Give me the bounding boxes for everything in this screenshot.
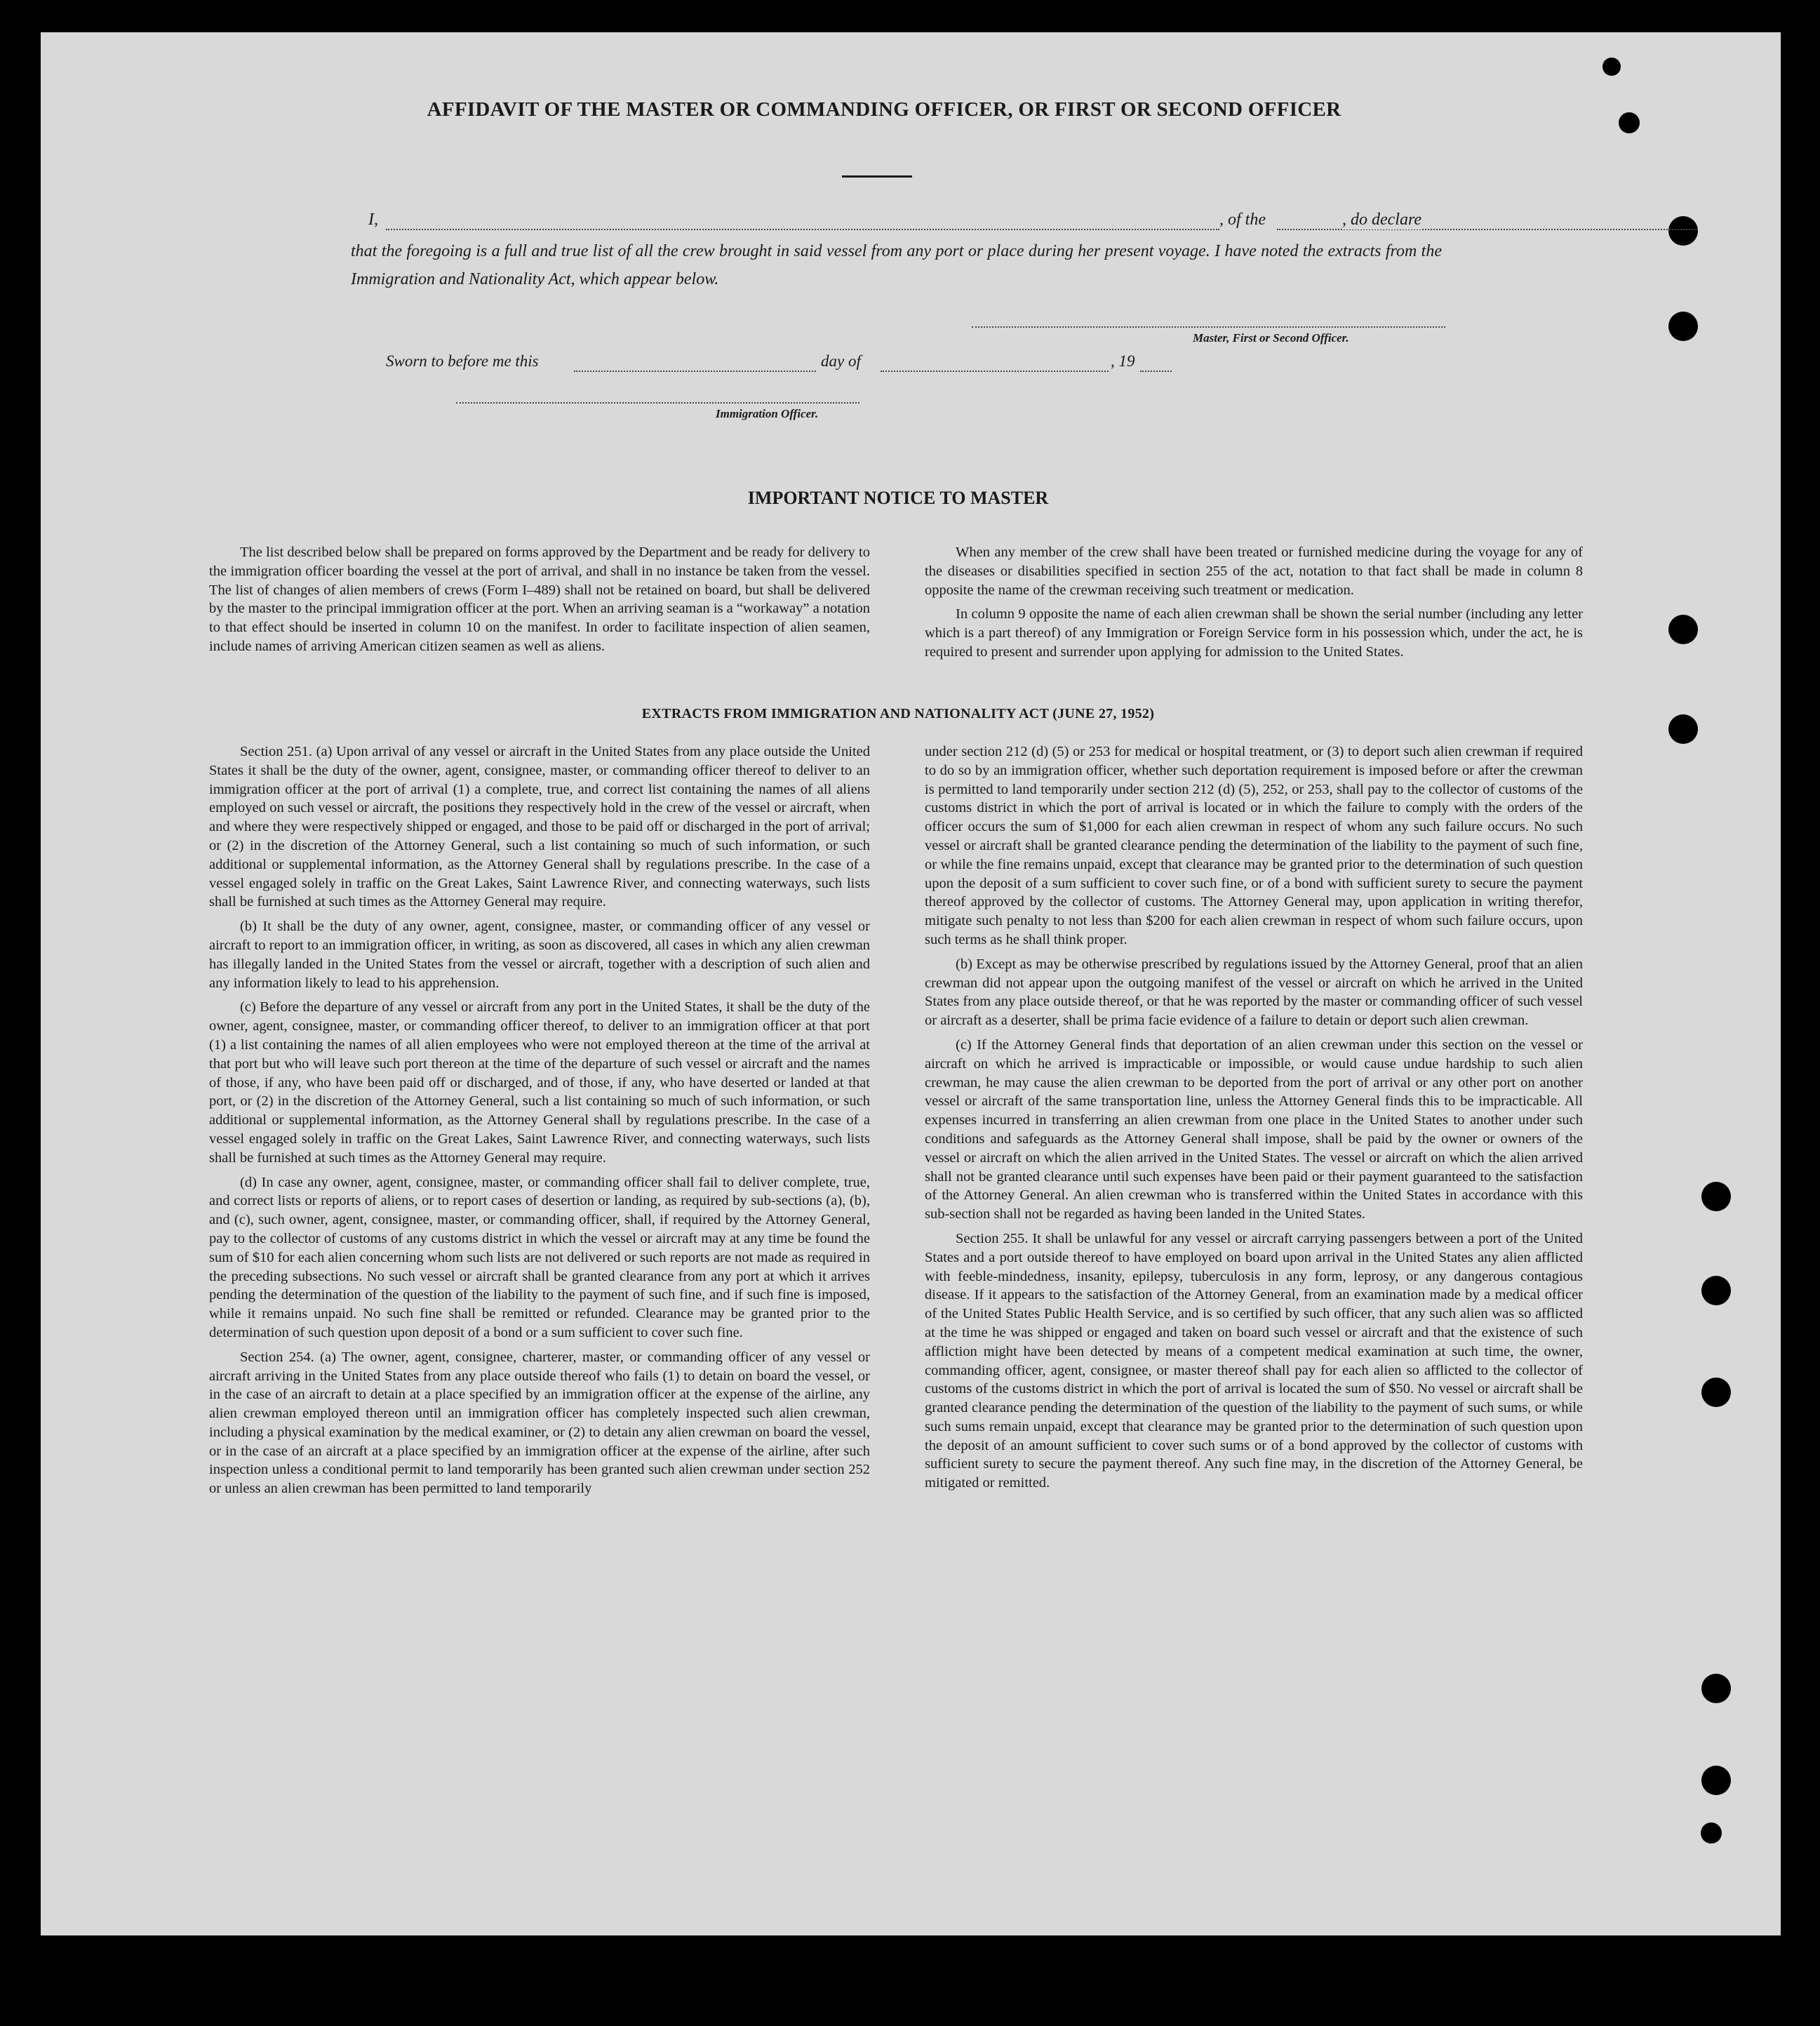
binder-hole — [1668, 615, 1698, 644]
year-field[interactable] — [1140, 354, 1172, 372]
sworn-line — [386, 352, 1228, 373]
sworn-date-field[interactable] — [574, 354, 816, 372]
name-field[interactable] — [386, 212, 1219, 230]
binder-hole — [1701, 1378, 1731, 1407]
binder-hole — [1602, 58, 1621, 76]
do-declare-label: , do declare — [1342, 211, 1422, 229]
binder-hole — [1619, 112, 1640, 133]
master-signature-field[interactable] — [972, 326, 1445, 328]
of-the-label: , of the — [1219, 211, 1266, 229]
vessel-field[interactable] — [1277, 212, 1698, 230]
notice-paragraph: The list described below shall be prepared on forms approved by the Department and be ready for delivery to the immigration officer boarding the vessel at the port of arrival, and shall in no instance be taken from the vessel. The list of changes of alien members of crews (Form I–489) shall not be retained on board, but shall be delivered by the master to the principal immigration officer at the port. When an arriving seaman is a “workaway” a notation to that effect should be inserted in column 10 on the manifest. In order to facilitate inspection of alien seamen, include names of arriving American citizen seamen as well as aliens. — [209, 545, 870, 654]
notice-paragraph: When any member of the crew shall have been treated or furnished medicine during the voyage for any of the diseases or disabilities specified in section 255 of the act, notation to that fact shall be made in column 8 opposite the name of the crewman receiving such treatment or medication. — [925, 545, 1583, 598]
binder-hole — [1701, 1674, 1731, 1703]
extract-paragraph: Section 251. (a) Upon arrival of any vessel or aircraft in the United States from any place outside the United States it shall be the duty of the owner, agent, consignee, master, or commanding officer thereof to deliver to an immigration officer at the port of arrival (1) a complete, true, and correct list containing the names of all aliens employed on such vessel or aircraft, the positions they respectively hold in the crew of the vessel or aircraft, when and where they were respectively shipped or engaged, and those to be paid off or discharged in the port of arrival; or (2) in the discretion of the Attorney General, such a list containing so much of such information, or such additional or supplemental information, as the Attorney General shall by regulations prescribe. In the case of a vessel engaged solely in traffic on the Great Lakes, Saint Lawrence River, and connecting waterways, such lists shall be furnished at such times as the Attorney General may require. — [209, 744, 870, 910]
master-signature-label: Master, First or Second Officer. — [1193, 331, 1349, 345]
title-divider — [842, 175, 912, 178]
binder-hole — [1668, 312, 1698, 341]
extract-paragraph: (b) It shall be the duty of any owner, agent, consignee, master, or commanding officer of any vessel or aircraft to report to an immigration officer, in writing, as soon as discovered, all cases in which any alien crewman has illegally landed in the United States from the vessel or aircraft, together with a description of such alien and any information likely to lead to his apprehension. — [209, 919, 870, 991]
i-label: I, — [368, 211, 378, 229]
immigration-officer-label: Immigration Officer. — [716, 407, 819, 420]
extract-paragraph: Section 254. (a) The owner, agent, consignee, charterer, master, or commanding officer of any vessel or aircraft arriving in the United States from any place outside thereof who fails (1) to detain on board the vessel, or in the case of an aircraft to detain at a place specified by an immigration officer at the expense of the airline, any alien crewman employed thereon until an immigration officer has completely inspected such alien crewman, including a physical examination by the medical examiner, or (2) to detain any alien crewman on board the vessel, or in the case of an aircraft at a place specified by an immigration officer at the expense of the airline, after such inspection unless a conditional permit to land temporarily has been granted such alien crewman under section 252 or unless an alien crewman has been permitted to land temporarily — [209, 1349, 870, 1497]
binder-hole — [1701, 1766, 1731, 1795]
binder-hole — [1701, 1276, 1731, 1305]
notice-right-column — [925, 543, 1583, 667]
extracts-left-column — [209, 742, 870, 1498]
month-field[interactable] — [881, 354, 1109, 372]
binder-hole — [1668, 714, 1698, 744]
binder-hole — [1701, 1182, 1731, 1211]
declaration-fill-line — [351, 211, 1442, 234]
extract-paragraph: (c) If the Attorney General finds that deportation of an alien crewman under this section on the vessel or aircraft on which he arrived is impracticable or impossible, or would cause undue hardship to such alien crewman, he may cause the alien crewman to be deported from the port of arrival or any other port on another vessel or aircraft of the same transportation line, unless the Attorney General finds this to be impracticable. All expenses incurred in transferring an alien crewman from one place in the United States to another under such conditions and safeguards as the Attorney General shall impose, shall be paid by the owner or owners of the vessel or aircraft on which the alien arrived in the United States. The vessel or aircraft on which the alien arrived shall not be granted clearance until such expenses have been paid or their payment guaranteed to the satisfaction of the Attorney General. An alien crewman who is transferred within the United States in accordance with this sub-section shall not be regarded as having been landed in the United States. — [925, 1037, 1583, 1222]
sworn-label: Sworn to before me this — [386, 352, 539, 370]
extract-paragraph: (d) In case any owner, agent, consignee, master, or commanding officer shall fail to deliver complete, true, and correct lists or reports of aliens, or to report cases of desertion or landing, as required by sub-sections (a), (b), and (c), such owner, agent, consignee, master, or commanding officer, shall, if required by the Attorney General, pay to the collector of customs of any customs district in which the vessel or aircraft may at any time be found the sum of $10 for each alien concerning whom such lists are not delivered or such reports are not made as required in the preceding subsections. No such vessel or aircraft shall be granted clearance from any port at which it arrives pending the determination of the question of the liability to the payment of such fine, and if such fine is imposed, while it remains unpaid. No such fine shall be remitted or refunded. Clearance may be granted prior to the determination of such question upon deposit of a bond or a sum sufficient to cover such fine. — [209, 1174, 870, 1340]
extract-paragraph: (b) Except as may be otherwise prescribed by regulations issued by the Attorney General, proof that an alien crewman did not appear upon the outgoing manifest of the vessel or aircraft on which he arrived in the United States from any place outside thereof, or that he was reported by the master or commanding officer of such vessel or aircraft as a deserter, shall be prima facie evidence of a failure to detain or deport such alien crewman. — [925, 956, 1583, 1029]
extract-paragraph: Section 255. It shall be unlawful for any vessel or aircraft carrying passengers between a port of the United States and a port outside thereof to have employed on board upon arrival in the United States any alien afflicted with feeble-mindedness, insanity, epilepsy, tuberculosis in any form, leprosy, or any dangerous contagious disease. If it appears to the satisfaction of the Attorney General, from an examination made by a medical officer of the United States Public Health Service, and is so certified by such officer, that any such alien was so afflicted at the time he was shipped or engaged and taken on board such vessel or aircraft and that the existence of such affliction might have been detected by means of a competent medical examination at such time, the owner, commanding officer, agent, consignee, or master thereof shall pay for each alien so afflicted to the collector of customs of the customs district in which the port of arrival is located the sum of $50. No vessel or aircraft shall be granted clearance pending the determination of the question of the liability to the payment of such sums, or while such sums remain unpaid, except that clearance may be granted prior to the determination of such question upon the deposit of an amount sufficient to cover such sums or of a bond approved by the collector of customs with sufficient surety to secure the payment thereof. Any such fine may, in the discretion of the Attorney General, be mitigated or remitted. — [925, 1230, 1583, 1491]
extracts-title: EXTRACTS FROM IMMIGRATION AND NATIONALITY ACT (JUNE 27, 1952) — [641, 706, 1155, 721]
extract-paragraph: (c) Before the departure of any vessel or aircraft from any port in the United States, it shall be the duty of the owner, agent, consignee, master, or commanding officer thereof, to deliver to an immigration officer at that port (1) a list containing the names of all alien employees who were not employed thereon at the time of the arrival at that port but who will leave such port thereon at the time of the departure of such vessel or aircraft and the names of those, if any, who have been paid off or discharged, and of those, if any, who have deserted or landed at that port, or (2) in the discretion of the Attorney General, such a list containing so much of such information, or such additional or supplemental information, as the Attorney General shall by regulations prescribe. In the case of a vessel engaged solely in traffic on the Great Lakes, Saint Lawrence River, and connecting waterways, such lists shall be furnished at such times as the Attorney General may require. — [209, 999, 870, 1166]
extracts-right-column — [925, 742, 1583, 1498]
immigration-officer-field[interactable] — [456, 402, 859, 404]
year-label: , 19 — [1111, 352, 1135, 370]
notice-left-column — [209, 543, 870, 662]
notice-title: IMPORTANT NOTICE TO MASTER — [747, 488, 1049, 508]
extract-paragraph: under section 212 (d) (5) or 253 for medical or hospital treatment, or (3) to deport such alien crewman if required to do so by an immigration officer, whether such deportation requirement is imposed before or after the crewman is permitted to land temporarily under section 212 (d) (5), 252, or 253, shall pay to the collector of customs of the customs district in which the port of arrival is located or in which the failure to comply with the orders of the officer occurs the sum of $1,000 for each alien crewman in respect of whom any such failure occurs. No such vessel or aircraft shall be granted clearance pending the determination of the liability to the payment of such fine, or while the fine remains unpaid, except that clearance may be granted prior to the determination of such question upon the deposit of a sum sufficient to cover such fine, or of a bond with sufficient surety to secure the payment thereof approved by the collector of customs. The Attorney General may, upon application in writing therefor, mitigate such penalty to not less than $200 for each alien crewman in respect of whom such failure occurs, upon such terms as he shall think proper. — [925, 744, 1583, 947]
declaration-text: that the foregoing is a full and true list of all the crew brought in said vessel from any port or place during her present voyage. I have noted the extracts from the Immigration and Nationality Act, which appear below. — [351, 242, 1442, 288]
notice-paragraph: In column 9 opposite the name of each alien crewman shall be shown the serial number (including any letter which is a part thereof) of any Immigration or Foreign Service form in his possession which, under the act, he is required to present and surrender upon applying for admission to the United States. — [925, 606, 1583, 660]
day-of-label: day of — [821, 352, 861, 370]
binder-hole — [1701, 1822, 1722, 1844]
affidavit-title: AFFIDAVIT OF THE MASTER OR COMMANDING OFFICER, OR FIRST OR SECOND OFFICER — [427, 98, 1341, 121]
